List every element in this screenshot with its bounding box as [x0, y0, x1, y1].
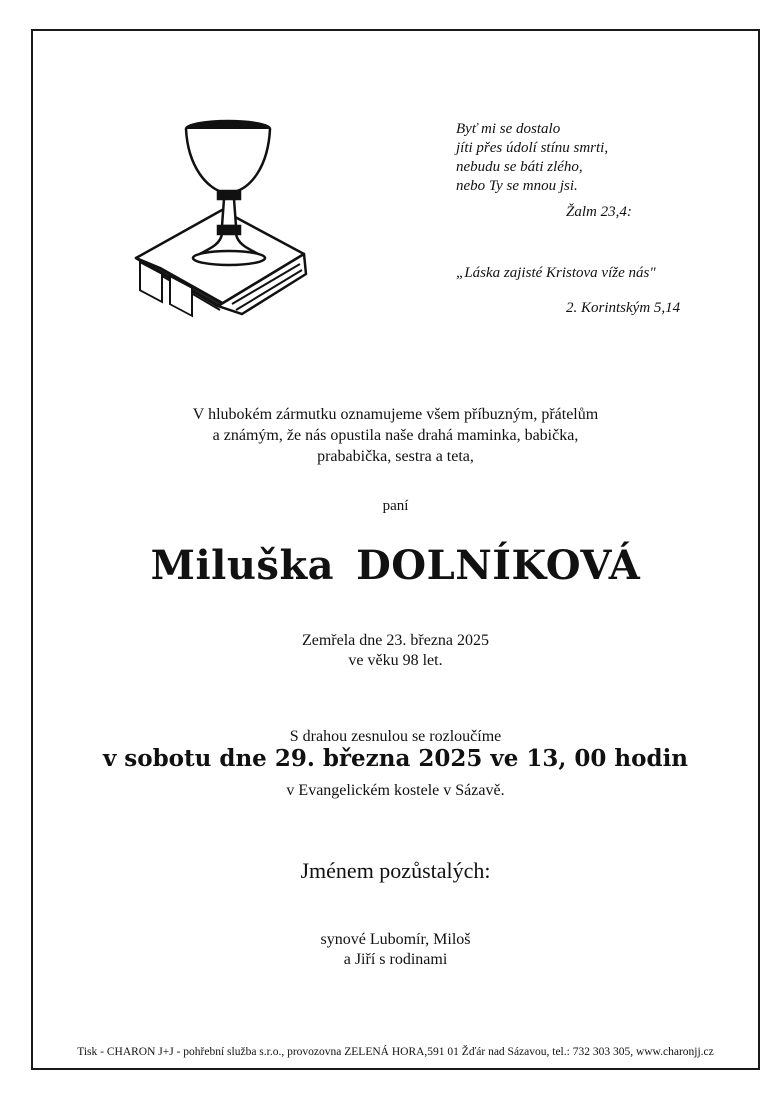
psalm-reference: Žalm 23,4:: [566, 204, 632, 220]
announcement: [31, 404, 760, 467]
psalm-verse: [456, 120, 716, 196]
death-date: Zemřela dne 23. března 2025: [301, 632, 490, 649]
announcement-line: prababička, sestra a teta,: [317, 448, 474, 465]
mourners-line: synové Lubomír, Miloš: [320, 931, 471, 948]
announcement-line: V hlubokém zármutku oznamujeme všem příbuzným, přátelům: [192, 406, 599, 423]
mourners-list: [31, 930, 760, 970]
verse-line: Byť mi se dostalo: [456, 121, 561, 137]
announcement-line: a známým, že nás opustila naše drahá maminka, babička,: [212, 427, 579, 444]
death-info: [31, 631, 760, 671]
verse-line: jíti přes údolí stínu smrti,: [456, 140, 609, 156]
salutation: paní: [382, 498, 409, 514]
corinthians-reference: 2. Korintským 5,14: [566, 300, 681, 316]
verse-line: nebo Ty se mnou jsi.: [456, 178, 578, 194]
first-name: Miluška: [150, 542, 335, 589]
corinthians-quote: „Láska zajisté Kristova víže nás": [456, 265, 656, 281]
deceased-name: [31, 542, 760, 589]
verse-line: nebudu se báti zlého,: [456, 159, 583, 175]
printer-footer: Tisk - CHARON J+J - pohřební služba s.r.o., provozovna ZELENÁ HORA,591 01 Žďár nad Sázavou, tel.: 732 303 305, www.charonjj.cz: [77, 1046, 714, 1058]
last-name: DOLNÍKOVÁ: [356, 542, 641, 589]
farewell-datetime: v sobotu dne 29. března 2025 ve 13, 00 hodin: [102, 745, 689, 772]
mourners-title: Jménem pozůstalých:: [300, 858, 491, 883]
age: ve věku 98 let.: [348, 652, 443, 669]
farewell-place: v Evangelickém kostele v Sázavě.: [286, 782, 505, 799]
mourners-line: a Jiří s rodinami: [343, 951, 448, 968]
chalice-on-book-icon: [132, 118, 308, 320]
farewell-intro: S drahou zesnulou se rozloučíme: [289, 728, 502, 745]
